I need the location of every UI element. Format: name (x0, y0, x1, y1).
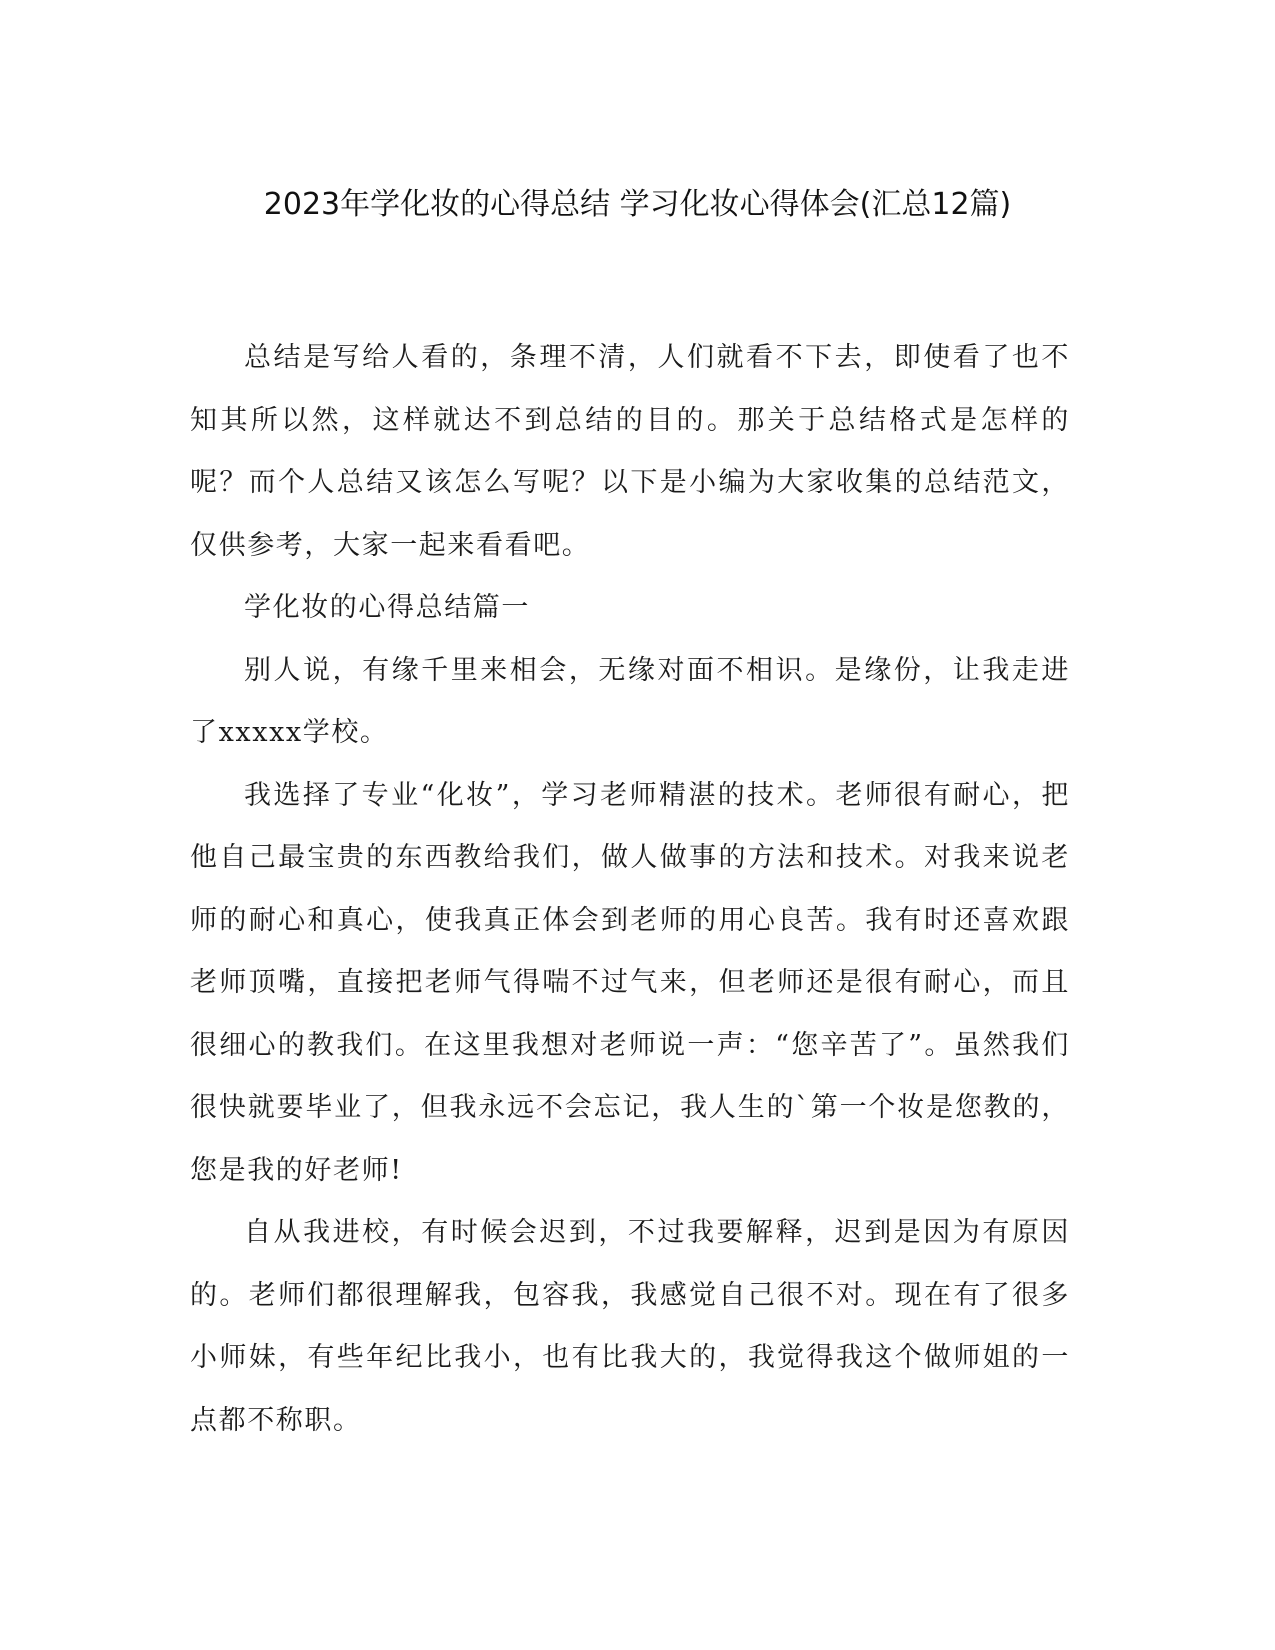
body-paragraph: 别人说，有缘千里来相会，无缘对面不相识。是缘份，让我走进了xxxxx学校。 (190, 654, 1070, 748)
document-body (190, 327, 1070, 1452)
body-paragraph: 我选择了专业“化妆”，学习老师精湛的技术。老师很有耐心，把他自己最宝贵的东西教给我们，做人做事的方法和技术。对我来说老师的耐心和真心，使我真正体会到老师的用心良苦。我有时还喜欢跟老师顶嘴，直接把老师气得喘不过气来，但老师还是很有耐心，而且很细心的教我们。在这里我想对老师说一声：“您辛苦了”。虽然我们很快就要毕业了，但我永远不会忘记，我人生的`第一个妆是您教的，您是我的好老师! (190, 779, 1070, 1186)
body-paragraph: 自从我进校，有时候会迟到，不过我要解释，迟到是因为有原因的。老师们都很理解我，包容我，我感觉自己很不对。现在有了很多小师妹，有些年纪比我小，也有比我大的，我觉得我这个做师姐的一点都不称职。 (190, 1217, 1070, 1436)
intro-paragraph: 总结是写给人看的，条理不清，人们就看不下去，即使看了也不知其所以然，这样就达不到总结的目的。那关于总结格式是怎样的呢？而个人总结又该怎么写呢？以下是小编为大家收集的总结范文，仅供参考，大家一起来看看吧。 (190, 342, 1070, 561)
section-heading: 学化妆的心得总结篇一 (244, 592, 530, 623)
document-title: 2023年学化妆的心得总结 学习化妆心得体会(汇总12篇) (263, 187, 1012, 222)
